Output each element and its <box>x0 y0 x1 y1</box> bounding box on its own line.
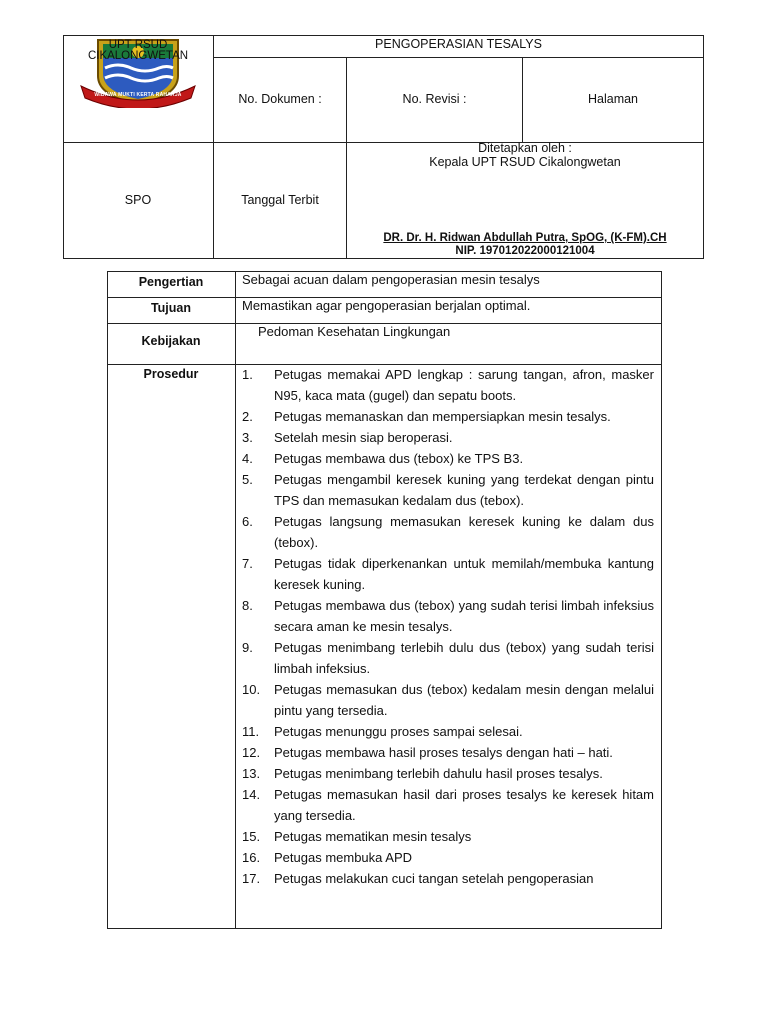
kebijakan-value: Pedoman Kesehatan Lingkungan <box>258 324 451 339</box>
approver-title: Kepala UPT RSUD Cikalongwetan <box>429 155 621 169</box>
procedure-step-number: 1. <box>242 367 253 382</box>
table-border-right <box>661 271 662 929</box>
procedure-step <box>242 763 654 784</box>
tujuan-label: Tujuan <box>150 301 192 315</box>
document-header <box>63 35 704 259</box>
procedure-step-number: 8. <box>242 598 253 613</box>
header-border-top <box>63 35 704 36</box>
procedure-step-text: Petugas membawa hasil proses tesalys dengan hati – hati. <box>274 745 613 760</box>
approved-by-label: Ditetapkan oleh : <box>478 141 572 155</box>
procedure-step-text: Petugas membawa dus (tebox) yang sudah terisi limbah infeksius secara aman ke mesin tesalys. <box>274 598 654 634</box>
procedure-step <box>242 511 654 553</box>
document-title: PENGOPERASIAN TESALYS <box>375 37 542 51</box>
pengertian-value: Sebagai acuan dalam pengoperasian mesin tesalys <box>242 272 540 287</box>
approver-nip: NIP. 197012022000121004 <box>455 245 595 257</box>
procedure-step <box>242 553 654 595</box>
procedure-step-number: 14. <box>242 787 261 802</box>
org-name-line2: CIKALONGWETAN <box>87 50 189 62</box>
procedure-step-text: Petugas mematikan mesin tesalys <box>274 829 472 844</box>
header-border-right <box>703 35 704 259</box>
procedure-step-text: Setelah mesin siap beroperasi. <box>274 430 453 445</box>
procedure-step-number: 2. <box>242 409 253 424</box>
procedure-step-number: 13. <box>242 766 261 781</box>
procedure-step-number: 9. <box>242 640 253 655</box>
page-label: Halaman <box>587 92 639 106</box>
logo-motto: WIBAWA MUKTI KERTA RAHARJA <box>94 92 182 98</box>
procedure-step <box>242 427 654 448</box>
procedure-step-number: 7. <box>242 556 253 571</box>
revision-number-label: No. Revisi : <box>402 92 467 106</box>
procedure-step-text: Petugas menunggu proses sampai selesai. <box>274 724 523 739</box>
header-border-bottom <box>63 258 704 259</box>
issue-date-label: Tanggal Terbit <box>241 193 319 207</box>
procedure-step-number: 5. <box>242 472 253 487</box>
procedure-step-number: 11. <box>242 724 260 739</box>
header-divider-title <box>213 57 704 58</box>
procedure-step-text: Petugas membuka APD <box>274 850 413 865</box>
doc-number-label: No. Dokumen : <box>238 92 322 106</box>
procedure-step-number: 16. <box>242 850 261 865</box>
procedure-step-number: 3. <box>242 430 253 445</box>
header-border-left <box>63 35 64 259</box>
procedure-step-text: Petugas memakai APD lengkap : sarung tangan, afron, masker N95, kaca mata (gugel) dan sepatu boots. <box>274 367 654 403</box>
pengertian-label: Pengertian <box>138 275 204 289</box>
procedure-step-text: Petugas memasukan dus (tebox) kedalam mesin dengan melalui pintu yang tersedia. <box>274 682 654 718</box>
procedure-step-text: Petugas langsung memasukan keresek kuning ke dalam dus (tebox). <box>274 514 654 550</box>
procedure-step <box>242 595 654 637</box>
procedure-step <box>242 469 654 511</box>
approver-name: DR. Dr. H. Ridwan Abdullah Putra, SpOG, (K-FM).CH <box>383 232 667 244</box>
procedure-step <box>242 847 654 868</box>
procedure-step <box>242 364 654 406</box>
procedure-step <box>242 784 654 826</box>
procedure-step <box>242 826 654 847</box>
kebijakan-label: Kebijakan <box>141 334 201 348</box>
org-name-line1: UPT RSUD <box>108 39 168 51</box>
procedure-step <box>242 742 654 763</box>
procedure-step-number: 4. <box>242 451 253 466</box>
procedure-step-text: Petugas menimbang terlebih dulu dus (tebox) yang sudah terisi limbah infeksius. <box>274 640 654 676</box>
procedure-step <box>242 868 654 889</box>
header-divider-col1 <box>213 35 214 259</box>
procedure-step <box>242 406 654 427</box>
procedure-step <box>242 721 654 742</box>
procedure-step-number: 17. <box>242 871 261 886</box>
procedure-step-text: Petugas menimbang terlebih dahulu hasil proses tesalys. <box>274 766 603 781</box>
procedure-steps-list <box>242 364 654 889</box>
procedure-step-number: 10. <box>242 682 261 697</box>
procedure-table <box>107 271 662 929</box>
table-divider-col <box>235 271 236 929</box>
procedure-step-text: Petugas tidak diperkenankan untuk memilah/membuka kantung keresek kuning. <box>274 556 654 592</box>
procedure-step-text: Petugas melakukan cuci tangan setelah pengoperasian <box>274 871 594 886</box>
table-border-bottom <box>107 928 662 929</box>
procedure-step <box>242 679 654 721</box>
tujuan-value: Memastikan agar pengoperasian berjalan optimal. <box>242 298 531 313</box>
procedure-step-number: 12. <box>242 745 261 760</box>
prosedur-label: Prosedur <box>143 367 199 381</box>
spo-label: SPO <box>124 193 152 207</box>
procedure-step-text: Petugas mengambil keresek kuning yang terdekat dengan pintu TPS dan memasukan kedalam dus (tebox). <box>274 472 654 508</box>
procedure-step-text: Petugas membawa dus (tebox) ke TPS B3. <box>274 451 524 466</box>
procedure-step <box>242 637 654 679</box>
procedure-step-text: Petugas memasukan hasil dari proses tesalys ke keresek hitam yang tersedia. <box>274 787 654 823</box>
procedure-step <box>242 448 654 469</box>
procedure-step-text: Petugas memanaskan dan mempersiapkan mesin tesalys. <box>274 409 611 424</box>
procedure-step-number: 15. <box>242 829 261 844</box>
procedure-step-number: 6. <box>242 514 253 529</box>
